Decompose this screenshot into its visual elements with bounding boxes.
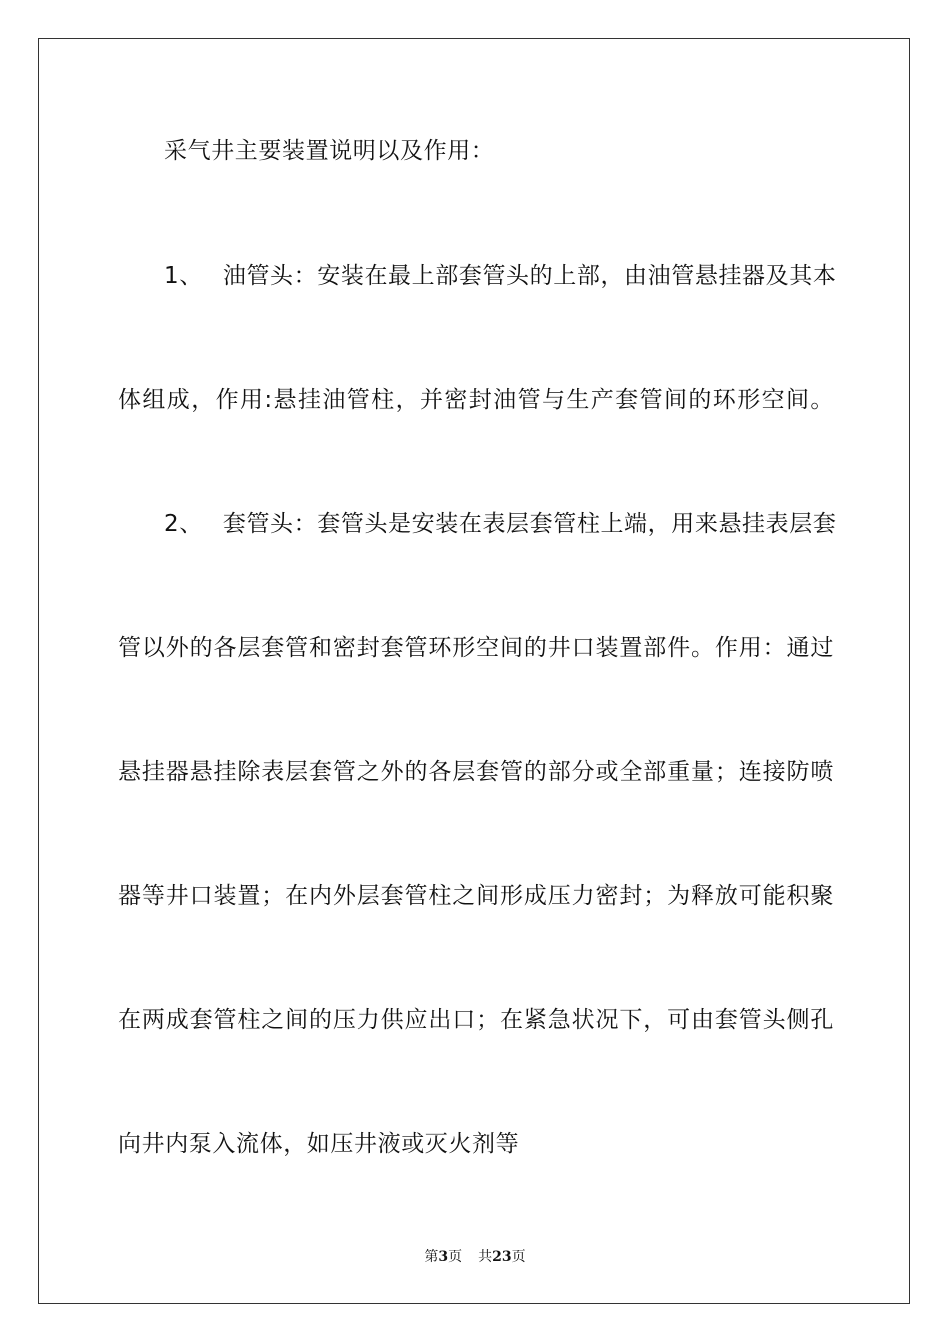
page-border [38,38,910,1304]
item-2-number: 2、 [164,511,203,537]
page-prefix: 第 [424,1249,439,1265]
page-footer [0,1248,950,1266]
current-page-number: 3 [438,1249,449,1265]
item-2-line-2: 管以外的各层套管和密封套管环形空间的井口装置部件。作用：通过 [118,635,834,661]
item-1-text: 油管头：安装在最上部套管头的上部，由油管悬挂器及其本 [222,263,837,289]
item-1-line-2: 体组成，作用:悬挂油管柱，并密封油管与生产套管间的环形空间。 [118,387,834,413]
item-2-line-4: 器等井口装置；在内外层套管柱之间形成压力密封；为释放可能积聚 [118,883,834,909]
total-unit: 页 [511,1249,526,1265]
total-prefix: 共 [478,1249,493,1265]
item-2-text: 套管头：套管头是安装在表层套管柱上端，用来悬挂表层套 [222,511,837,537]
section-heading: 采气井主要装置说明以及作用： [164,138,495,164]
item-2-line-3: 悬挂器悬挂除表层套管之外的各层套管的部分或全部重量；连接防喷 [118,759,834,785]
item-2-line-5: 在两成套管柱之间的压力供应出口；在紧急状况下，可由套管头侧孔 [118,1007,834,1033]
item-2-first-line [164,509,837,539]
item-2-line-6: 向井内泵入流体，如压井液或灭火剂等 [118,1131,520,1157]
page-unit: 页 [448,1249,463,1265]
total-page-count: 23 [492,1249,512,1265]
item-1-number: 1、 [164,263,203,289]
item-1-first-line [164,261,837,291]
